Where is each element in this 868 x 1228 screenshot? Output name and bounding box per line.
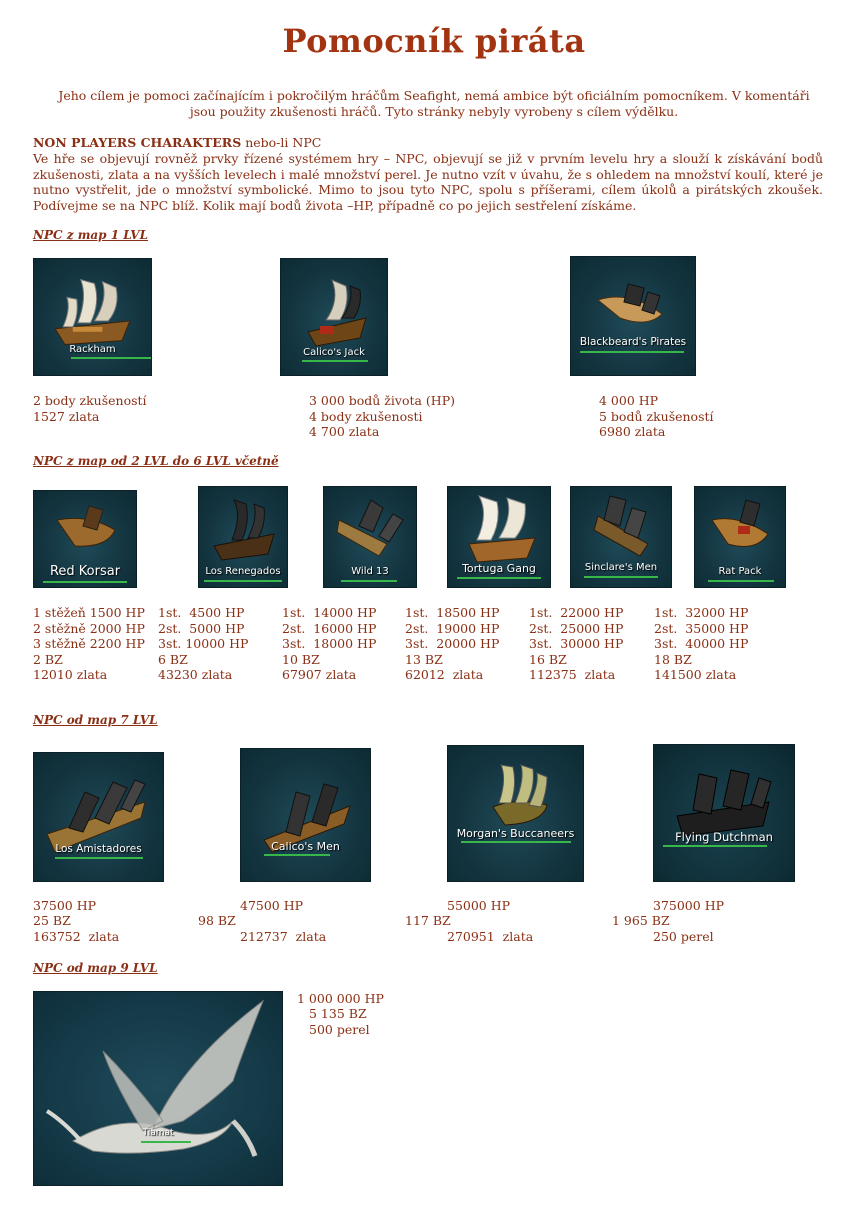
section-heading-map9: NPC od map 9 LVL	[33, 961, 158, 975]
npc-stats-rat-pack	[654, 605, 748, 683]
hp-bar	[55, 857, 143, 859]
stat-line: 6 BZ	[158, 651, 188, 667]
stat-line: 2st. 35000 HP	[654, 620, 749, 636]
npc-image-sinclares-men	[570, 486, 672, 588]
stat-line: 6980 zlata	[599, 424, 666, 439]
hp-bar	[71, 357, 151, 359]
npc-image-los-renegados	[198, 486, 288, 588]
npc-label: Tortuga Gang	[462, 562, 536, 575]
stat-line: 1st. 4500 HP	[158, 605, 245, 620]
intro-line-2: jsou použity zkušenosti hráčů. Tyto stránky nebyly vyrobeny s cílem výdělku.	[189, 104, 679, 119]
npc-stats-sinclares-men	[529, 605, 623, 683]
npc-stats-wild-13	[282, 605, 376, 683]
npc-label: Sinclare's Men	[584, 562, 658, 573]
stat-line: 4 body zkušenosti	[309, 408, 423, 424]
npc-label: Morgan's Buccaneers	[456, 827, 575, 840]
stat-line: 67907 zlata	[282, 667, 357, 682]
npc-label: Rackham	[69, 344, 116, 355]
npc-stats-morgans-buccaneers-hp: 55000 HP	[447, 898, 511, 913]
npc-stats-rackham	[33, 393, 147, 424]
stat-line: 3st. 20000 HP	[405, 636, 500, 651]
npc-stats-flying-dutchman-hp: 375000 HP	[653, 898, 725, 913]
ship-icon	[280, 258, 388, 376]
npc-image-wild-13	[323, 486, 417, 588]
hp-bar	[580, 351, 684, 353]
stat-line: 62012 zlata	[405, 667, 484, 682]
stat-line: 4 000 HP	[599, 393, 659, 408]
npc-image-flying-dutchman	[653, 744, 795, 882]
ship-icon	[33, 752, 164, 882]
hp-bar	[43, 581, 127, 583]
npc-stats-los-amistadores-bz: 25 BZ	[33, 913, 71, 928]
stat-line: 18 BZ	[654, 651, 692, 667]
section-heading-map2: NPC z map od 2 LVL do 6 LVL včetně	[33, 454, 279, 468]
npc-image-tiamat	[33, 991, 283, 1186]
hp-bar	[457, 577, 541, 579]
npc-stats-tiamat-bz: 5 135 BZ	[309, 1006, 367, 1021]
npc-label: Blackbeard's Pirates	[579, 336, 687, 348]
page-title: Pomocník piráta	[282, 22, 586, 60]
stat-line: 1st. 22000 HP	[529, 605, 624, 620]
npc-image-red-korsar	[33, 490, 137, 588]
npc-stats-morgans-buccaneers-bz: 117 BZ	[405, 913, 451, 928]
ship-icon	[447, 745, 584, 882]
stat-line: 1 stěžeň 1500 HP	[33, 605, 145, 620]
stat-line: 43230 zlata	[158, 667, 233, 682]
npc-label: Red Korsar	[49, 564, 121, 579]
stat-line: 2st. 19000 HP	[405, 620, 500, 636]
stat-line: 1st. 18500 HP	[405, 605, 500, 620]
ship-icon	[240, 748, 371, 882]
npc-stats-morgans-buccaneers-gold: 270951 zlata	[447, 929, 534, 944]
dragon-icon	[33, 991, 283, 1186]
stat-line: 3 000 bodů života (HP)	[309, 393, 455, 408]
npc-stats-calicos-men-bz: 98 BZ	[198, 913, 236, 928]
npc-label: Calico's Men	[271, 840, 340, 853]
npc-image-tortuga-gang	[447, 486, 551, 588]
stat-line: 141500 zlata	[654, 667, 737, 682]
stat-line: 2 stěžně 2000 HP	[33, 620, 145, 636]
npc-stats-los-amistadores-hp: 37500 HP	[33, 898, 97, 913]
hp-bar	[341, 580, 397, 582]
hp-bar	[302, 360, 368, 362]
npc-image-blackbeards-pirates	[570, 256, 696, 376]
npc-stats-calicos-men-gold: 212737 zlata	[240, 929, 327, 944]
npc-paragraph: Ve hře se objevují rovněž prvky řízené systémem hry – NPC, objevují se již v prvním levelu hry a slouží k získávání bodů zkušenosti, zlata a na vyšších levelech i malé množství perel. Je nutno vzít v úvahu, že s ohledem na množství koulí, které je nutno vystřelit, jde o množství symbolické. Mimo to jsou tyto NPC, spolu s příšerami, cílem úkolů a pirátských zkoušek. Podívejme se na NPC blíž. Kolik mají bodů života –HP, případně co po jejich sestřelení získáme.	[33, 151, 823, 213]
hp-bar	[141, 1141, 191, 1143]
npc-stats-tiamat-pearls: 500 perel	[309, 1022, 370, 1037]
npc-heading-bold: NON PLAYERS CHARAKTERS	[33, 135, 242, 150]
hp-bar	[584, 576, 658, 578]
npc-image-los-amistadores	[33, 752, 164, 882]
hp-bar	[708, 580, 774, 582]
stat-line: 2 body zkušeností	[33, 393, 147, 408]
npc-stats-blackbeards-pirates	[599, 393, 714, 440]
npc-stats-flying-dutchman-pearls: 250 perel	[653, 929, 714, 944]
npc-label: Los Renegados	[205, 566, 281, 577]
npc-label: Tiamat	[142, 1128, 174, 1138]
npc-image-rat-pack	[694, 486, 786, 588]
npc-stats-red-korsar	[33, 605, 145, 683]
hp-bar	[264, 854, 330, 856]
intro-text	[34, 88, 834, 120]
stat-line: 2st. 25000 HP	[529, 620, 624, 636]
npc-image-rackham	[33, 258, 152, 376]
stat-line: 1st. 14000 HP	[282, 605, 377, 620]
stat-line: 4 700 zlata	[309, 424, 380, 439]
npc-image-morgans-buccaneers	[447, 745, 584, 882]
section-heading-map1: NPC z map 1 LVL	[33, 228, 149, 242]
stat-line: 3st. 10000 HP	[158, 636, 249, 651]
section-heading-map7: NPC od map 7 LVL	[33, 713, 158, 727]
ship-icon	[653, 744, 795, 882]
stat-line: 5 bodů zkušeností	[599, 408, 714, 424]
npc-label: Calico's Jack	[303, 347, 365, 358]
stat-line: 10 BZ	[282, 651, 320, 667]
stat-line: 16 BZ	[529, 651, 567, 667]
npc-stats-flying-dutchman-bz: 1 965 BZ	[612, 913, 670, 928]
stat-line: 2st. 5000 HP	[158, 620, 245, 636]
npc-label: Wild 13	[351, 566, 389, 577]
stat-line: 1527 zlata	[33, 408, 100, 424]
npc-stats-tiamat-hp: 1 000 000 HP	[297, 991, 384, 1006]
stat-line: 13 BZ	[405, 651, 443, 667]
npc-heading	[33, 135, 321, 150]
stat-line: 3st. 30000 HP	[529, 636, 624, 651]
npc-image-calicos-men	[240, 748, 371, 882]
stat-line: 112375 zlata	[529, 667, 616, 682]
stat-line: 3st. 40000 HP	[654, 636, 749, 651]
npc-image-calicos-jack	[280, 258, 388, 376]
npc-label: Rat Pack	[718, 566, 762, 577]
npc-stats-calicos-men-hp: 47500 HP	[240, 898, 304, 913]
hp-bar	[204, 580, 282, 582]
npc-stats-calicos-jack	[309, 393, 455, 440]
npc-stats-los-renegados	[158, 605, 248, 683]
npc-stats-tortuga-gang	[405, 605, 499, 683]
hp-bar	[461, 841, 571, 843]
stat-line: 2 BZ	[33, 651, 63, 667]
stat-line: 1st. 32000 HP	[654, 605, 749, 620]
npc-heading-rest: nebo-li NPC	[241, 135, 322, 150]
hp-bar	[663, 845, 767, 847]
intro-line-1: Jeho cílem je pomoci začínajícím i pokročilým hráčům Seafight, nemá ambice být oficiálním pomocníkem. V komentáři	[58, 88, 810, 103]
ship-icon	[570, 256, 696, 376]
stat-line: 12010 zlata	[33, 667, 108, 682]
npc-label: Los Amistadores	[55, 843, 142, 855]
npc-stats-los-amistadores-gold: 163752 zlata	[33, 929, 120, 944]
stat-line: 3st. 18000 HP	[282, 636, 377, 651]
npc-label: Flying Dutchman	[675, 830, 773, 844]
stat-line: 2st. 16000 HP	[282, 620, 377, 636]
stat-line: 3 stěžně 2200 HP	[33, 636, 145, 651]
